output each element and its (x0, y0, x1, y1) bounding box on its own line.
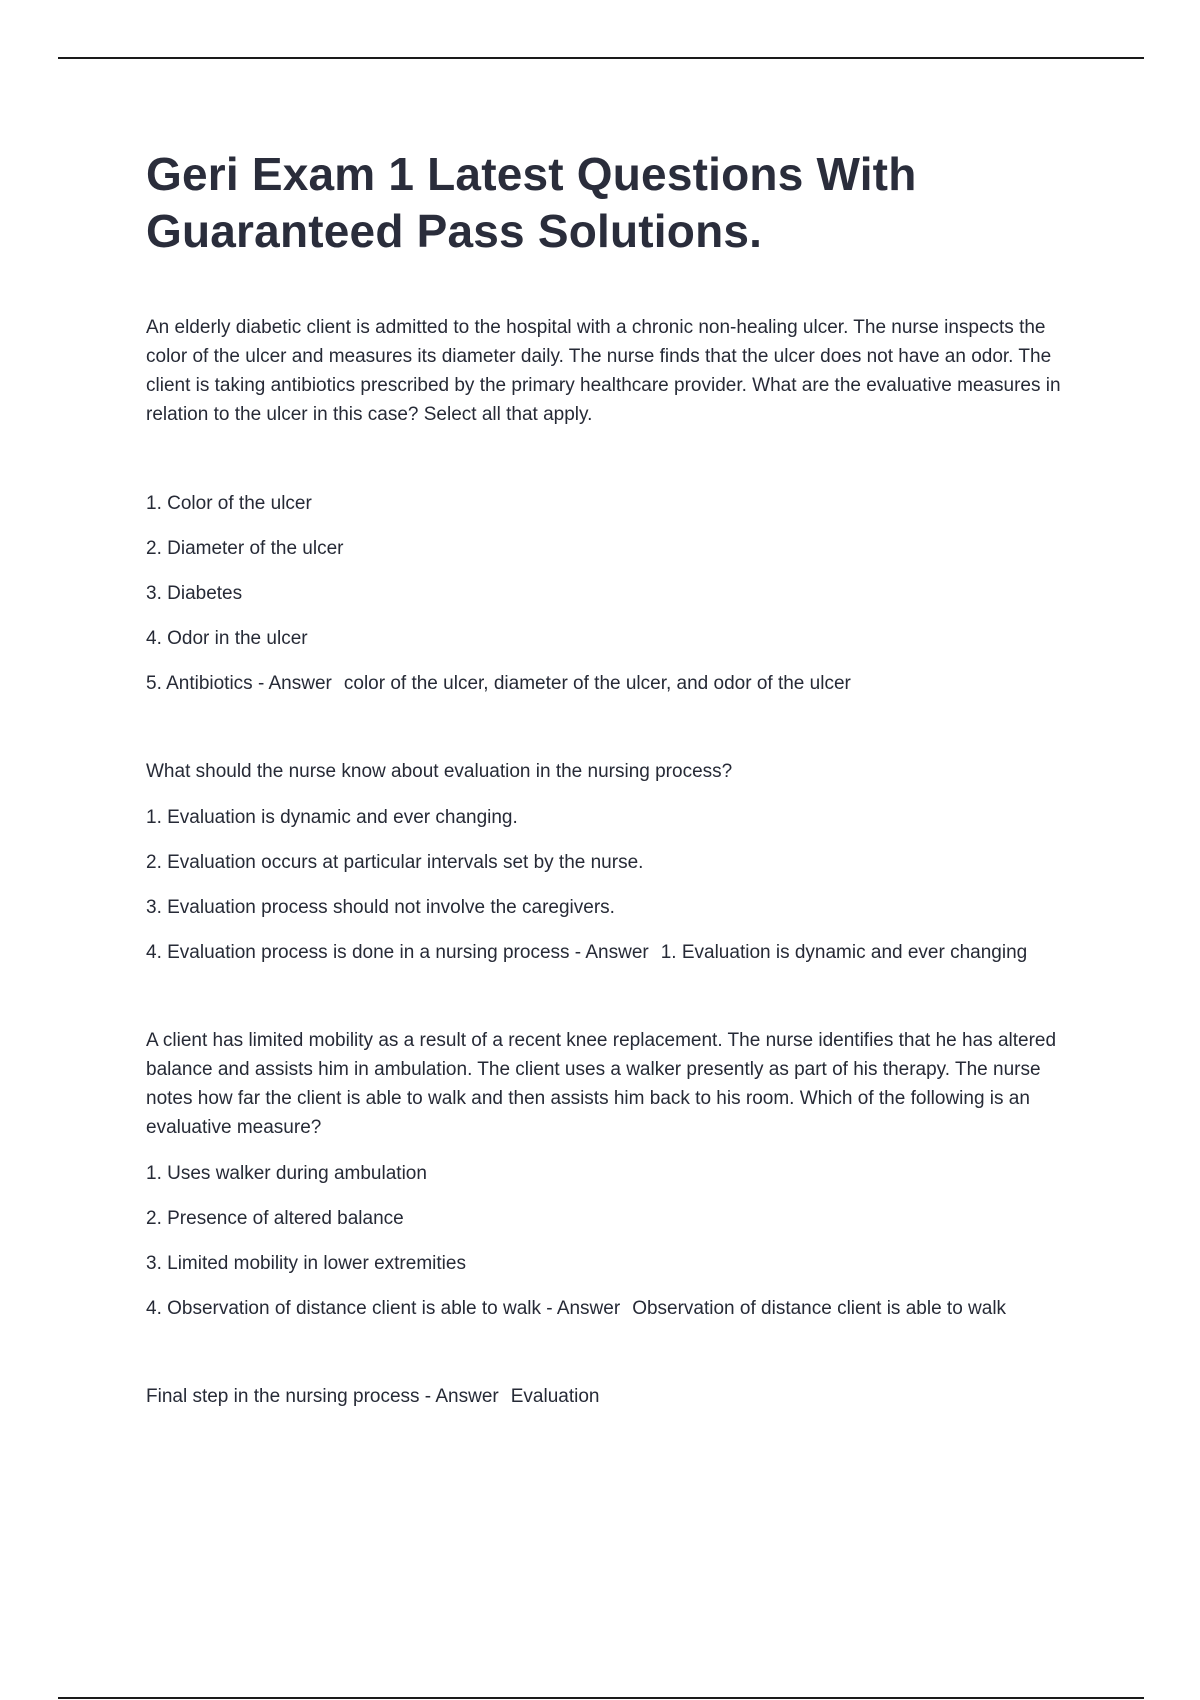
option-text: 2. Diameter of the ulcer (146, 538, 344, 559)
option-item (146, 1249, 1086, 1278)
top-divider (58, 57, 1144, 59)
option-item (146, 938, 1086, 967)
question-2-text: What should the nurse know about evaluation in the nursing process? (146, 761, 733, 782)
question-3-options (146, 1159, 1086, 1323)
question-3 (146, 1026, 1086, 1323)
option-item (146, 669, 1086, 698)
question-3-text: A client has limited mobility as a result of a recent knee replacement. The nurse identifies that he has altered balance and assists him in ambulation. The client uses a walker presently as part of his therapy. The nurse notes how far the client is able to walk and then assists him back to his room. Which of the following is an evaluative measure? (146, 1030, 1057, 1138)
option-item (146, 489, 1086, 518)
question-1-text: An elderly diabetic client is admitted to the hospital with a chronic non-healing ulcer. The nurse inspects the color of the ulcer and measures its diameter daily. The nurse finds that the ulcer does not have an odor. The client is taking antibiotics prescribed by the primary healthcare provider. What are the evaluative measures in relation to the ulcer in this case? Select all that apply. (146, 317, 1061, 425)
option-text: 3. Diabetes (146, 583, 243, 604)
option-item (146, 893, 1086, 922)
question-1 (146, 313, 1086, 698)
answer-text: 1. Evaluation is dynamic and ever changing (660, 942, 1028, 963)
option-item (146, 848, 1086, 877)
option-text: 1. Color of the ulcer (146, 493, 312, 514)
document-title: Geri Exam 1 Latest Questions With Guaranteed Pass Solutions. (146, 148, 917, 257)
question-2 (146, 757, 1086, 967)
option-text: 4. Evaluation process is done in a nursing process - Answer (146, 942, 649, 963)
option-text: 1. Evaluation is dynamic and ever changing. (146, 807, 518, 828)
answer-text: color of the ulcer, diameter of the ulcer, and odor of the ulcer (343, 673, 851, 694)
option-text: 2. Evaluation occurs at particular intervals set by the nurse. (146, 852, 644, 873)
option-text: 4. Odor in the ulcer (146, 628, 308, 649)
option-text: 3. Evaluation process should not involve the caregivers. (146, 897, 615, 918)
question-1-options (146, 489, 1086, 698)
option-item (146, 803, 1086, 832)
option-text: 2. Presence of altered balance (146, 1208, 404, 1229)
document-body (146, 146, 1086, 1411)
option-item (146, 1294, 1086, 1323)
option-text: 5. Antibiotics - Answer (146, 673, 332, 694)
option-item (146, 1204, 1086, 1233)
option-text: 1. Uses walker during ambulation (146, 1163, 427, 1184)
option-item (146, 579, 1086, 608)
question-4-text (146, 1382, 1086, 1411)
option-item (146, 624, 1086, 653)
question-4-prompt: Final step in the nursing process - Answer (146, 1386, 499, 1407)
option-text: 4. Observation of distance client is able to walk - Answer (146, 1298, 621, 1319)
bottom-divider (58, 1697, 1144, 1699)
option-item (146, 1159, 1086, 1188)
answer-text: Evaluation (510, 1386, 600, 1407)
option-item (146, 534, 1086, 563)
option-text: 3. Limited mobility in lower extremities (146, 1253, 466, 1274)
question-4 (146, 1382, 1086, 1411)
answer-text: Observation of distance client is able to walk (632, 1298, 1007, 1319)
question-2-options (146, 803, 1086, 967)
